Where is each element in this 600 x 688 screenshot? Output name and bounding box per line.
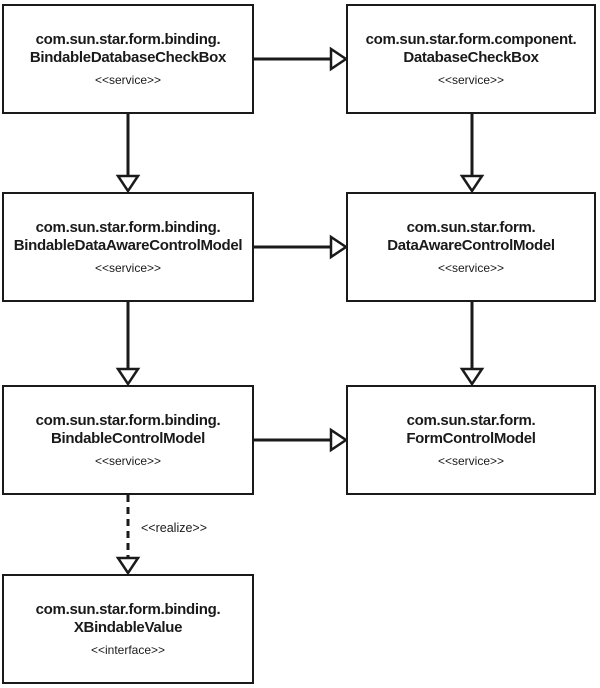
node-class: BindableControlModel xyxy=(51,430,205,447)
arrowhead-down-icon xyxy=(118,558,138,573)
node-package: com.sun.star.form.binding. xyxy=(35,601,221,618)
node-package: com.sun.star.form. xyxy=(406,219,536,236)
arrowhead-down-icon xyxy=(462,176,482,191)
node-class: BindableDataAwareControlModel xyxy=(13,237,243,254)
node-data-aware-control-model[interactable] xyxy=(346,192,596,302)
node-package: com.sun.star.form.binding. xyxy=(35,219,221,236)
node-stereotype: <<service>> xyxy=(437,73,505,87)
arrowhead-down-icon xyxy=(118,369,138,384)
arrowhead-right-icon xyxy=(331,237,346,257)
realize-edge-label: <<realize>> xyxy=(141,521,208,535)
node-bindable-data-aware-control-model[interactable] xyxy=(2,192,254,302)
node-bindable-control-model[interactable] xyxy=(2,385,254,495)
node-stereotype: <<service>> xyxy=(94,261,162,275)
node-package: com.sun.star.form.binding. xyxy=(35,412,221,429)
node-database-checkbox[interactable] xyxy=(346,4,596,114)
node-package: com.sun.star.form.component. xyxy=(365,31,577,48)
arrowhead-down-icon xyxy=(118,176,138,191)
arrowhead-right-icon xyxy=(331,430,346,450)
node-xbindable-value[interactable] xyxy=(2,574,254,684)
node-stereotype: <<service>> xyxy=(94,73,162,87)
node-package: com.sun.star.form.binding. xyxy=(35,31,221,48)
node-class: BindableDatabaseCheckBox xyxy=(29,49,227,66)
node-stereotype: <<service>> xyxy=(437,454,505,468)
node-class: DatabaseCheckBox xyxy=(403,49,539,66)
node-form-control-model[interactable] xyxy=(346,385,596,495)
node-stereotype: <<service>> xyxy=(94,454,162,468)
arrowhead-down-icon xyxy=(462,369,482,384)
node-class: DataAwareControlModel xyxy=(387,237,555,254)
node-class: XBindableValue xyxy=(73,619,183,636)
node-class: FormControlModel xyxy=(406,430,536,447)
node-stereotype: <<interface>> xyxy=(90,643,166,657)
arrowhead-right-icon xyxy=(331,49,346,69)
node-stereotype: <<service>> xyxy=(437,261,505,275)
node-package: com.sun.star.form. xyxy=(406,412,536,429)
node-bindable-database-checkbox[interactable] xyxy=(2,4,254,114)
